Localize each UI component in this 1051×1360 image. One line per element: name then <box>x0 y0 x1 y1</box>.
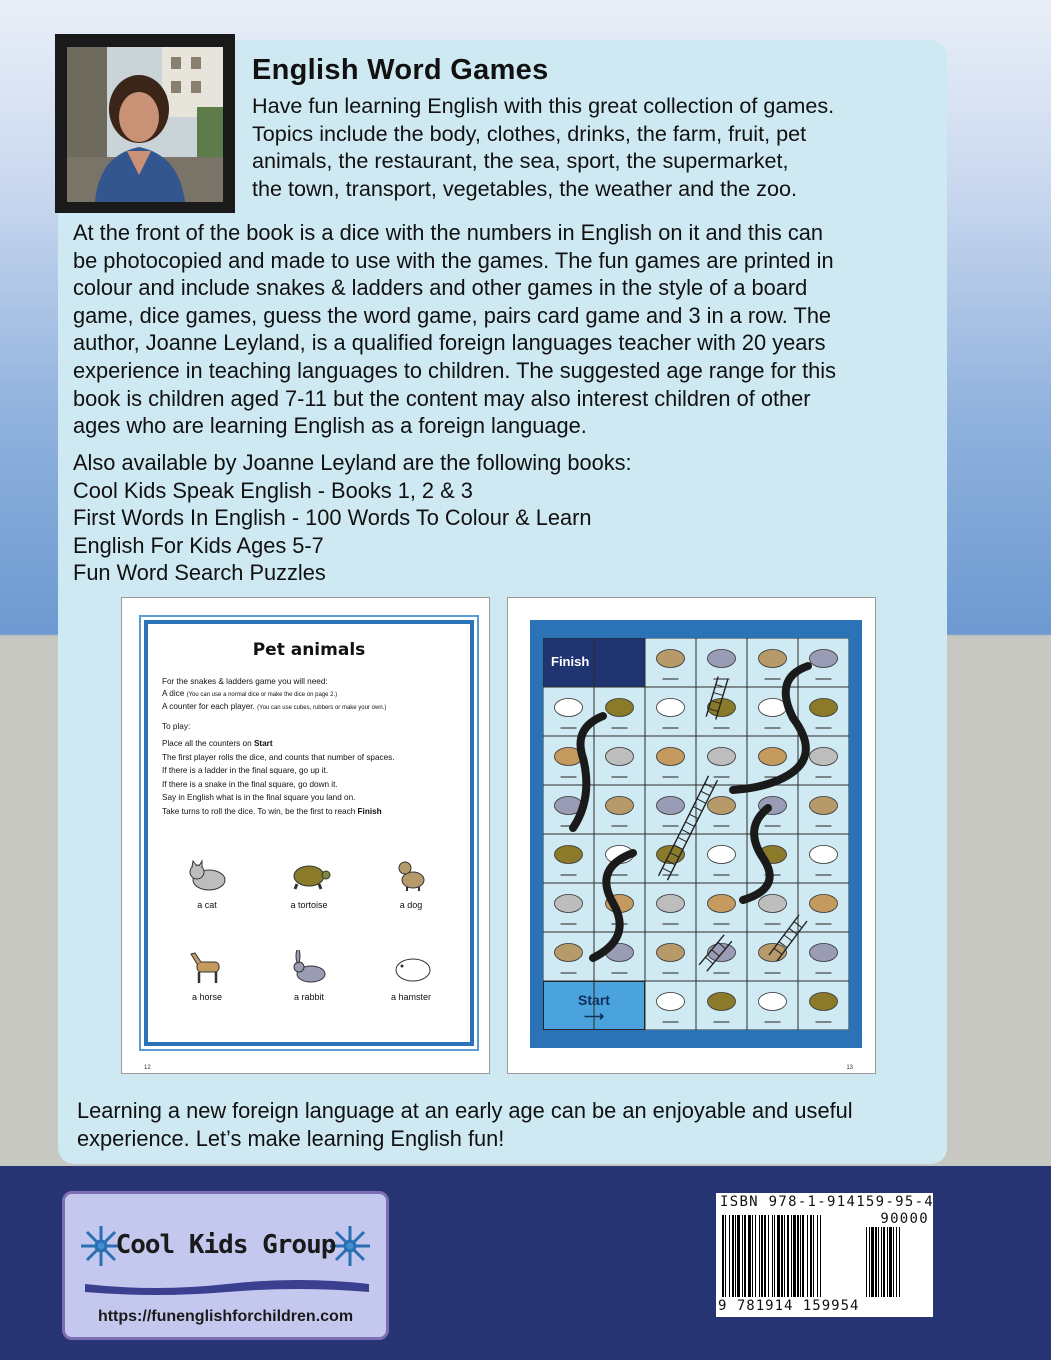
animal-picture <box>555 895 583 913</box>
ladder-rung <box>666 860 675 864</box>
instruction-line: To play: <box>162 721 191 731</box>
board-square <box>798 932 849 981</box>
board-square <box>645 638 696 687</box>
animal-picture <box>708 993 736 1011</box>
animal-picture <box>759 993 787 1011</box>
addon-bar <box>893 1227 894 1297</box>
author-photo <box>55 34 235 213</box>
sample-page-snakes-ladders <box>507 597 876 1074</box>
animal-picture <box>657 699 685 717</box>
page-frame <box>144 620 474 1046</box>
animal-picture <box>810 797 838 815</box>
page-number: 12 <box>144 1065 151 1071</box>
intro-paragraph <box>252 92 932 202</box>
ladder-rail <box>699 935 724 965</box>
animal-label: a cat <box>197 900 217 910</box>
board-square <box>696 785 747 834</box>
description-line: book is children aged 7-11 but the content may also interest children of other <box>73 385 811 411</box>
also-available-intro: Also available by Joanne Leyland are the following books: <box>73 450 632 475</box>
publisher-logo <box>62 1191 389 1340</box>
animal-rabbit <box>264 950 354 1002</box>
board-square <box>798 981 849 1030</box>
barcode-bar <box>793 1215 796 1297</box>
rule-text: Place all the counters on <box>162 739 254 748</box>
ladder-rung <box>685 822 694 826</box>
board-square <box>594 785 645 834</box>
ladder-rung <box>674 845 683 849</box>
instruction-line <box>162 738 457 750</box>
book-list-item: Fun Word Search Puzzles <box>73 560 326 586</box>
animal-picture <box>810 944 838 962</box>
animal-picture <box>708 699 736 717</box>
addon-bar <box>866 1227 867 1297</box>
ladder-rail <box>777 921 807 961</box>
barcode-bar <box>725 1215 726 1297</box>
animal-picture <box>708 944 736 962</box>
addon-bar <box>899 1227 900 1297</box>
animal-picture <box>657 748 685 766</box>
board-square <box>594 883 645 932</box>
animal-picture <box>708 895 736 913</box>
addon-bar <box>881 1227 882 1297</box>
animal-picture <box>657 944 685 962</box>
ladder-rung <box>716 685 726 688</box>
ladder-rung <box>784 935 792 941</box>
description-line: ages who are learning English as a foreign language. <box>73 413 587 439</box>
barcode-bar <box>797 1215 799 1297</box>
barcode-bar <box>791 1215 792 1297</box>
instruction-line <box>162 806 457 818</box>
wave-divider <box>85 1278 369 1296</box>
finish-label: Finish <box>551 654 590 669</box>
addon-bar <box>896 1227 897 1297</box>
addon-bar <box>875 1227 877 1297</box>
board-square <box>696 883 747 932</box>
animal-picture <box>657 895 685 913</box>
barcode-bar <box>787 1215 789 1297</box>
snake <box>573 716 603 828</box>
board-square <box>696 638 747 687</box>
board-square <box>594 834 645 883</box>
rabbit-icon <box>287 950 331 984</box>
board-square <box>645 932 696 981</box>
animal-picture <box>606 699 634 717</box>
animal-picture <box>810 650 838 668</box>
publisher-name: Cool Kids Group <box>115 1230 336 1260</box>
animal-label: a horse <box>191 992 223 1002</box>
description-paragraph <box>73 219 943 440</box>
ean-digits: 9 781914 159954 <box>718 1298 860 1314</box>
book-list-item: First Words In English - 100 Words To Colour & Learn <box>73 505 592 531</box>
intro-line: Topics include the body, clothes, drinks, the farm, fruit, pet <box>252 120 807 146</box>
instruction-line: The first player rolls the dice, and counts that number of spaces. <box>162 752 395 762</box>
animal-picture <box>606 748 634 766</box>
snake <box>733 666 808 790</box>
board-square <box>594 932 645 981</box>
animal-picture <box>810 748 838 766</box>
animal-picture <box>759 944 787 962</box>
ladder-rail <box>716 679 728 719</box>
ladder-rail <box>706 677 718 717</box>
ladder-rung <box>718 942 726 948</box>
animal-tortoise <box>264 858 354 910</box>
animal-label: a tortoise <box>290 900 328 910</box>
barcode-bar <box>777 1215 780 1297</box>
ladder-rung <box>712 950 720 956</box>
instruction-line: For the snakes & ladders game you will need: <box>162 677 328 686</box>
barcode-bar <box>742 1215 743 1297</box>
board-square <box>747 834 798 883</box>
start-square <box>543 981 645 1030</box>
ladder-rung <box>670 853 679 857</box>
barcode-bar <box>744 1215 746 1297</box>
board-square <box>543 785 594 834</box>
game-instructions <box>162 676 457 817</box>
barcode-bar <box>774 1215 775 1297</box>
barcode-bar <box>752 1215 753 1297</box>
barcode-bar <box>802 1215 804 1297</box>
board-square <box>798 834 849 883</box>
sample-page-title: Pet animals <box>252 640 366 660</box>
animal-hamster <box>366 950 456 1002</box>
ladder-rung <box>774 948 782 954</box>
board-square <box>798 883 849 932</box>
barcode-bar <box>761 1215 763 1297</box>
board-square <box>594 687 645 736</box>
animal-picture <box>810 993 838 1011</box>
barcode-bar <box>729 1215 730 1297</box>
board-square <box>543 834 594 883</box>
ladder-rung <box>682 830 691 834</box>
addon-bar <box>883 1227 885 1297</box>
addon-bar <box>869 1227 870 1297</box>
barcode-bar <box>735 1215 736 1297</box>
barcode-bar <box>732 1215 734 1297</box>
barcode-bar <box>784 1215 785 1297</box>
ladder-rung <box>705 957 713 963</box>
animal-picture <box>759 650 787 668</box>
animal-picture <box>606 846 634 864</box>
need-item: A dice <box>162 688 185 698</box>
addon-bar <box>878 1227 879 1297</box>
instruction-line <box>162 701 457 715</box>
need-note: (You can use cubes, rubbers or make your own.) <box>257 705 387 711</box>
board-frame <box>530 620 862 1048</box>
also-available-list <box>73 449 632 587</box>
animal-picture <box>759 748 787 766</box>
animal-picture <box>708 650 736 668</box>
board-square <box>543 932 594 981</box>
barcode-bar <box>820 1215 821 1297</box>
ladder-rail <box>667 780 717 880</box>
ladder-rung <box>689 814 698 818</box>
ladder-rung <box>678 837 687 841</box>
board-square <box>645 687 696 736</box>
addon-bar <box>889 1227 892 1297</box>
price-addon: 90000 <box>880 1211 929 1227</box>
board-square <box>645 834 696 883</box>
animal-cat <box>162 858 252 910</box>
animal-horse <box>162 950 252 1002</box>
instruction-line: Say in English what is in the final square you land on. <box>162 793 356 802</box>
need-note: (You can use a normal dice or make the dice on page 2.) <box>186 691 338 698</box>
barcode-bar <box>755 1215 756 1297</box>
ladder-rail <box>659 776 709 876</box>
animal-picture <box>759 699 787 717</box>
addon-bar <box>871 1227 874 1297</box>
ladder-rung <box>693 807 702 811</box>
animal-picture <box>657 797 685 815</box>
snake <box>593 853 633 958</box>
description-line: be photocopied and made to use with the games. The fun games are printed in <box>73 247 834 273</box>
board-square <box>747 785 798 834</box>
ladder-rung <box>701 791 710 795</box>
arrow-right-icon: ⟶ <box>583 1008 605 1024</box>
dog-icon <box>389 858 433 892</box>
board-square <box>696 932 747 981</box>
board-square <box>747 981 798 1030</box>
animal-picture <box>606 944 634 962</box>
animal-picture <box>759 797 787 815</box>
rule-emphasis: Start <box>253 739 273 748</box>
ladder-rung <box>794 922 802 928</box>
barcode-bar <box>748 1215 751 1297</box>
board-square <box>543 687 594 736</box>
animal-label: a hamster <box>390 992 432 1002</box>
isbn-text: ISBN 978-1-914159-95-4 <box>720 1194 935 1210</box>
intro-line: Have fun learning English with this great collection of games. <box>252 93 835 118</box>
instruction-line: If there is a ladder in the final square, go up it. <box>162 766 329 775</box>
board-square <box>747 883 798 932</box>
sample-page-pet-animals <box>121 597 490 1074</box>
animal-dog <box>366 858 456 910</box>
rule-text: Take turns to roll the dice. To win, be the first to reach <box>162 806 358 816</box>
game-board <box>543 638 849 1030</box>
animal-picture <box>657 650 685 668</box>
board-square <box>543 883 594 932</box>
barcode-bar <box>800 1215 801 1297</box>
instruction-line <box>162 688 457 702</box>
animal-picture <box>708 797 736 815</box>
rule-emphasis: Finish <box>357 806 382 816</box>
barcode-bar <box>810 1215 812 1297</box>
cat-icon <box>185 858 229 892</box>
ladder-rung <box>711 701 721 704</box>
ladder-rung <box>697 799 706 803</box>
description-line: At the front of the book is a dice with the numbers in English on it and this can <box>73 220 824 245</box>
finish-square <box>543 638 645 687</box>
animal-picture <box>759 846 787 864</box>
board-square <box>594 736 645 785</box>
description-line: experience in teaching languages to children. The suggested age range for this <box>73 357 837 383</box>
board-square <box>798 638 849 687</box>
description-line: game, dice games, guess the word game, pairs card game and 3 in a row. The <box>73 302 832 328</box>
author-portrait-image <box>67 47 223 202</box>
barcode-bar <box>813 1215 814 1297</box>
board-square <box>798 736 849 785</box>
board-drawing <box>543 638 849 1030</box>
board-square <box>696 981 747 1030</box>
animal-picture <box>810 846 838 864</box>
board-square <box>747 736 798 785</box>
book-list-item: Cool Kids Speak English - Books 1, 2 & 3 <box>73 477 473 503</box>
board-square <box>747 932 798 981</box>
board-square <box>696 736 747 785</box>
closing-line: Learning a new foreign language at an early age can be an enjoyable and useful <box>77 1098 853 1123</box>
description-line: author, Joanne Leyland, is a qualified foreign languages teacher with 20 years <box>73 330 826 356</box>
horse-icon <box>185 950 229 984</box>
animal-picture <box>555 944 583 962</box>
publisher-url[interactable]: https://funenglishforchildren.com <box>97 1308 354 1325</box>
ladder-rung <box>779 942 787 948</box>
animal-picture <box>810 699 838 717</box>
board-square <box>645 785 696 834</box>
animal-picture <box>657 993 685 1011</box>
need-item: A counter for each player. <box>162 702 255 711</box>
board-square <box>645 981 696 1030</box>
closing-line: experience. Let’s make learning English fun! <box>77 1125 505 1151</box>
animal-picture <box>606 895 634 913</box>
book-title: English Word Games <box>252 54 549 86</box>
board-square <box>645 736 696 785</box>
board-square <box>747 687 798 736</box>
animal-picture <box>606 797 634 815</box>
board-square <box>798 785 849 834</box>
animal-picture <box>657 846 685 864</box>
ladder-rail <box>707 941 732 971</box>
hamster-icon <box>389 950 433 984</box>
ladder-rung <box>662 868 671 872</box>
intro-line: animals, the restaurant, the sea, sport, the supermarket, <box>252 148 789 174</box>
ladder-rung <box>713 693 723 696</box>
animal-picture <box>555 797 583 815</box>
ladder-rail <box>769 915 799 955</box>
barcode-bar <box>722 1215 724 1297</box>
barcode-bar <box>737 1215 740 1297</box>
instruction-line: If there is a snake in the final square, go down it. <box>162 779 338 789</box>
closing-paragraph <box>77 1097 853 1152</box>
ladder-rung <box>705 783 714 787</box>
addon-bar <box>887 1227 888 1297</box>
animal-picture <box>555 748 583 766</box>
barcode-bar <box>817 1215 818 1297</box>
board-square <box>696 687 747 736</box>
animal-picture <box>555 846 583 864</box>
ladder-rung <box>709 709 719 712</box>
start-label: Start <box>578 992 610 1008</box>
animal-label: a dog <box>399 900 423 910</box>
ladder-rung <box>789 928 797 934</box>
animal-picture <box>708 846 736 864</box>
tortoise-icon <box>287 858 331 892</box>
board-square <box>696 834 747 883</box>
barcode-bar <box>772 1215 773 1297</box>
animal-picture <box>708 748 736 766</box>
animal-picture <box>759 895 787 913</box>
board-square <box>747 638 798 687</box>
barcode-bar <box>768 1215 769 1297</box>
board-square <box>645 883 696 932</box>
barcode-bar <box>807 1215 808 1297</box>
isbn-barcode <box>716 1193 933 1317</box>
board-square <box>798 687 849 736</box>
board-square <box>543 736 594 785</box>
animal-picture <box>555 699 583 717</box>
snake <box>743 808 770 900</box>
barcode-bar <box>781 1215 783 1297</box>
barcode-bar <box>759 1215 760 1297</box>
barcode-bar <box>764 1215 766 1297</box>
intro-line: the town, transport, vegetables, the weather and the zoo. <box>252 175 797 201</box>
animal-label: a rabbit <box>293 992 325 1002</box>
animal-picture <box>810 895 838 913</box>
page-number: 13 <box>846 1065 853 1071</box>
description-line: colour and include snakes & ladders and other games in the style of a board <box>73 275 808 301</box>
book-list-item: English For Kids Ages 5-7 <box>73 532 324 558</box>
